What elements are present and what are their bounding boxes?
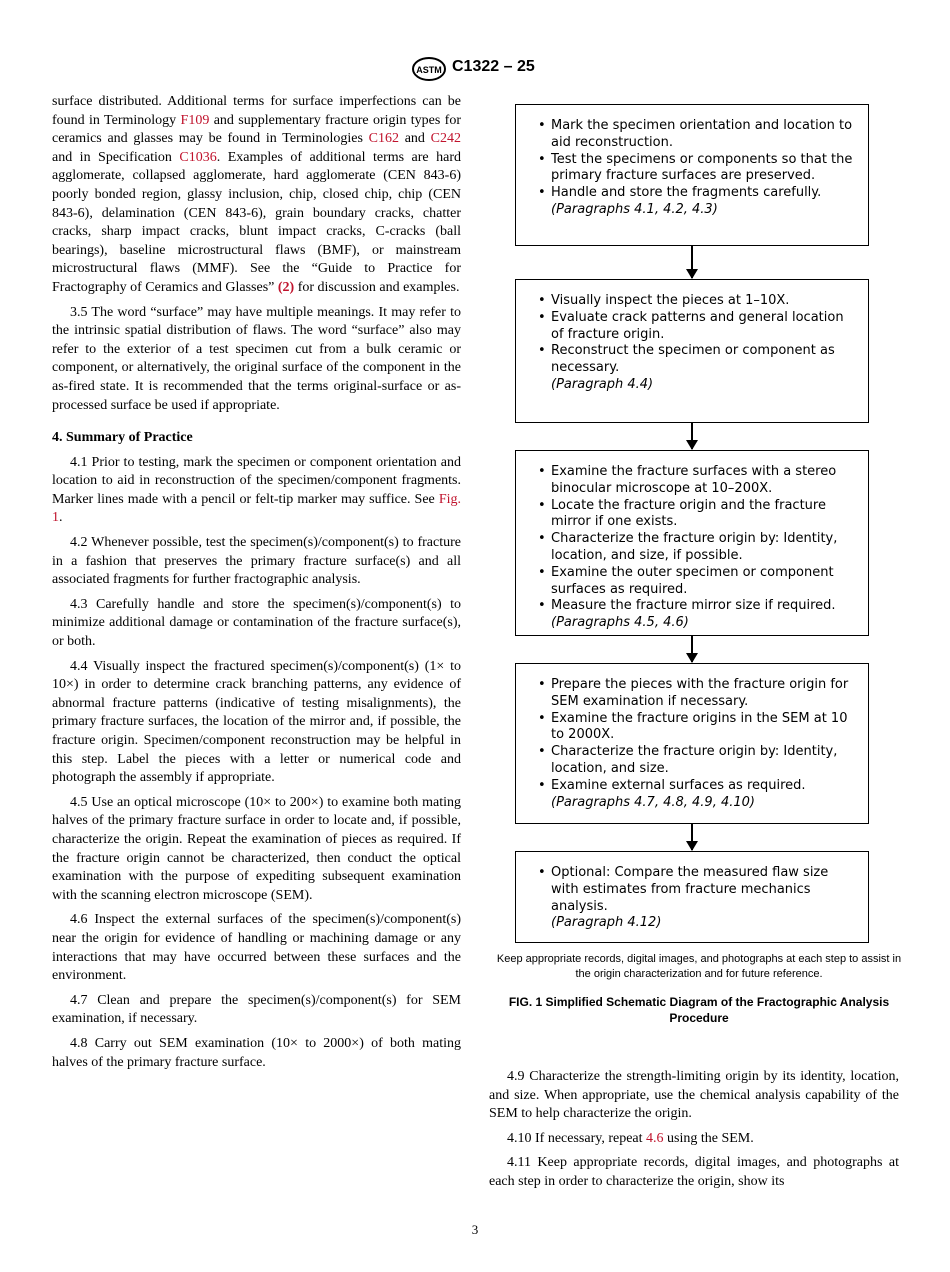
flow-item: • Reconstruct the specimen or component as necessary.	[538, 343, 856, 377]
flow-arrow-down-icon	[691, 423, 693, 449]
section-link[interactable]: 4.6	[646, 1130, 664, 1146]
flow-paragraph-ref: (Paragraphs 4.1, 4.2, 4.3)	[551, 201, 718, 217]
flow-item: • Examine the fracture origins in the SEM at 10 to 2000X.	[538, 711, 856, 745]
figure-note: Keep appropriate records, digital images, and photographs at each step to assist in the origin characterization and for future reference.	[496, 953, 902, 980]
flow-paragraph-ref: (Paragraphs 4.5, 4.6)	[551, 615, 689, 631]
svg-text:ASTM: ASTM	[416, 65, 442, 75]
paragraph-4-5: 4.5 Use an optical microscope (10× to 200×) to examine both mating halves of the primary fracture surface in order to locate and, if possible, characterize the origin. Repeat the examination of pieces as required. If the fracture origin cannot be characterized, then conduct the optical examination with the purpose of expediting subsequent examination with the scanning electron microscope (SEM).	[52, 794, 461, 903]
flow-item: • Examine the fracture surfaces with a stereo binocular microscope at 10–200X.	[538, 464, 856, 498]
flow-arrow-down-icon	[691, 246, 693, 278]
paragraph-4-8: 4.8 Carry out SEM examination (10× to 2000×) of both mating halves of the primary fracture surface.	[52, 1035, 461, 1070]
reference-link[interactable]: C242	[430, 131, 461, 147]
section-heading: 4. Summary of Practice	[52, 430, 193, 446]
document-code: C1322 – 25	[452, 58, 535, 75]
reference-link[interactable]: C162	[368, 131, 399, 147]
paragraph-3-5: 3.5 The word “surface” may have multiple meanings. It may refer to the intrinsic spatial distribution of flaws. The word “surface” also may refer to the exterior of a test specimen cut from a bulk ceramic or component, or alternatively, the original surface of the component in the as-fired state. It is recommended that the terms original-surface or as-processed surface be used if appropriate.	[52, 304, 461, 413]
flow-box-5	[515, 851, 869, 943]
flow-paragraph-ref: (Paragraph 4.12)	[551, 915, 662, 931]
flow-item: • Handle and store the fragments carefully.	[538, 185, 856, 202]
flow-item: • Examine external surfaces as required.	[538, 778, 856, 795]
paragraph-4-1: 4.1 Prior to testing, mark the specimen or component orientation and location to aid in reconstruction of the specimen/component fragments. Marker lines made with a pencil or felt-tip marker may suffice. See Fig. 1.	[52, 454, 461, 526]
paragraph-surface-terms: surface distributed. Additional terms for surface imperfections can be found in Terminology F109 and supplementary fracture origin types for ceramics and glasses may be found in Terminologies C162 and C242 and in Specification C1036. Examples of additional terms are hard agglomerate, collapsed agglomerate, hard agglomerate (CEN 843-6) poorly bonded region, glassy inclusion, chip, closed chip, chip (CEN 843-6), delamination (CEN 843-6), grain boundary cracks, chatter cracks, sharp impact cracks, blunt impact cracks, C-cracks (ball bearings), baseline microstructural flaws (BMF), or mainstream microstructural flaws (MMF). See the “Guide to Practice for Fractography of Ceramics and Glasses” (2) for discussion and examples.	[52, 94, 461, 295]
flow-item: • Optional: Compare the measured flaw size with estimates from fracture mechanics analysis.	[538, 865, 856, 915]
paragraph-4-4: 4.4 Visually inspect the fractured specimen(s)/component(s) (1× to 10×) in order to determine crack branching patterns, any evidence of abnormal fracture patterns (indicative of testing misalignments), the primary fracture surfaces, the location of the mirror and, if possible, the fracture origin. Specimen/component reconstruction may be helpful in this step. Label the pieces with a letter or numerical code and photograph the assembly if appropriate.	[52, 658, 461, 786]
flow-arrow-down-icon	[691, 824, 693, 850]
flow-item: • Test the specimens or components so that the primary fracture surfaces are preserved.	[538, 152, 856, 186]
paragraph-4-3: 4.3 Carefully handle and store the specimen(s)/component(s) to minimize additional damage or contamination of the fracture surface(s), or both.	[52, 596, 461, 650]
flow-item: • Measure the fracture mirror size if required.	[538, 598, 856, 615]
paragraph-4-10: 4.10 If necessary, repeat 4.6 using the SEM.	[507, 1130, 754, 1146]
flow-item: • Evaluate crack patterns and general location of fracture origin.	[538, 310, 856, 344]
page-number: 3	[471, 1222, 479, 1237]
right-column	[489, 1068, 899, 1198]
flow-item: • Characterize the fracture origin by: Identity, location, and size.	[538, 744, 856, 778]
paragraph-4-11: 4.11 Keep appropriate records, digital images, and photographs at each step in order to characterize the origin, show its	[489, 1155, 899, 1189]
flow-box-3	[515, 450, 869, 636]
flow-item: • Visually inspect the pieces at 1–10X.	[538, 293, 856, 310]
flow-box-4	[515, 663, 869, 824]
reference-link[interactable]: C1036	[179, 149, 217, 165]
flow-item: • Mark the specimen orientation and location to aid reconstruction.	[538, 118, 856, 152]
astm-logo-icon	[411, 56, 447, 82]
flow-item: • Examine the outer specimen or component surfaces as required.	[538, 565, 856, 599]
flow-paragraph-ref: (Paragraph 4.4)	[551, 376, 654, 392]
paragraph-4-9: 4.9 Characterize the strength-limiting origin by its identity, location, and size. When appropriate, use the chemical analysis capability of the SEM to help characterize the origin.	[489, 1069, 899, 1122]
paragraph-4-2: 4.2 Whenever possible, test the specimen(s)/component(s) to fracture in a fashion that preserves the primary fracture surface(s) and all associated fragments for further fractographic analysis.	[52, 535, 461, 588]
left-column	[52, 93, 461, 1078]
flow-item: • Characterize the fracture origin by: Identity, location, and size, if possible.	[538, 531, 856, 565]
flow-box-1	[515, 104, 869, 246]
flow-arrow-down-icon	[691, 636, 693, 662]
paragraph-4-6: 4.6 Inspect the external surfaces of the specimen(s)/component(s) near the origin for evidence of handling or machining damage or any interactions that may have occurred between these surfaces and the environment.	[52, 912, 461, 984]
figure-link[interactable]: Fig. 1	[52, 491, 461, 526]
page-header	[0, 56, 950, 84]
flow-item: • Prepare the pieces with the fracture origin for SEM examination if necessary.	[538, 677, 856, 711]
flow-box-2	[515, 279, 869, 423]
reference-link[interactable]: F109	[180, 112, 210, 128]
flow-paragraph-ref: (Paragraphs 4.7, 4.8, 4.9, 4.10)	[551, 794, 755, 810]
paragraph-4-7: 4.7 Clean and prepare the specimen(s)/component(s) for SEM examination, if necessary.	[52, 992, 461, 1027]
reference-link[interactable]: (2)	[277, 279, 295, 295]
flow-item: • Locate the fracture origin and the fracture mirror if one exists.	[538, 498, 856, 532]
figure-caption: FIG. 1 Simplified Schematic Diagram of the Fractographic Analysis Procedure	[508, 995, 890, 1025]
